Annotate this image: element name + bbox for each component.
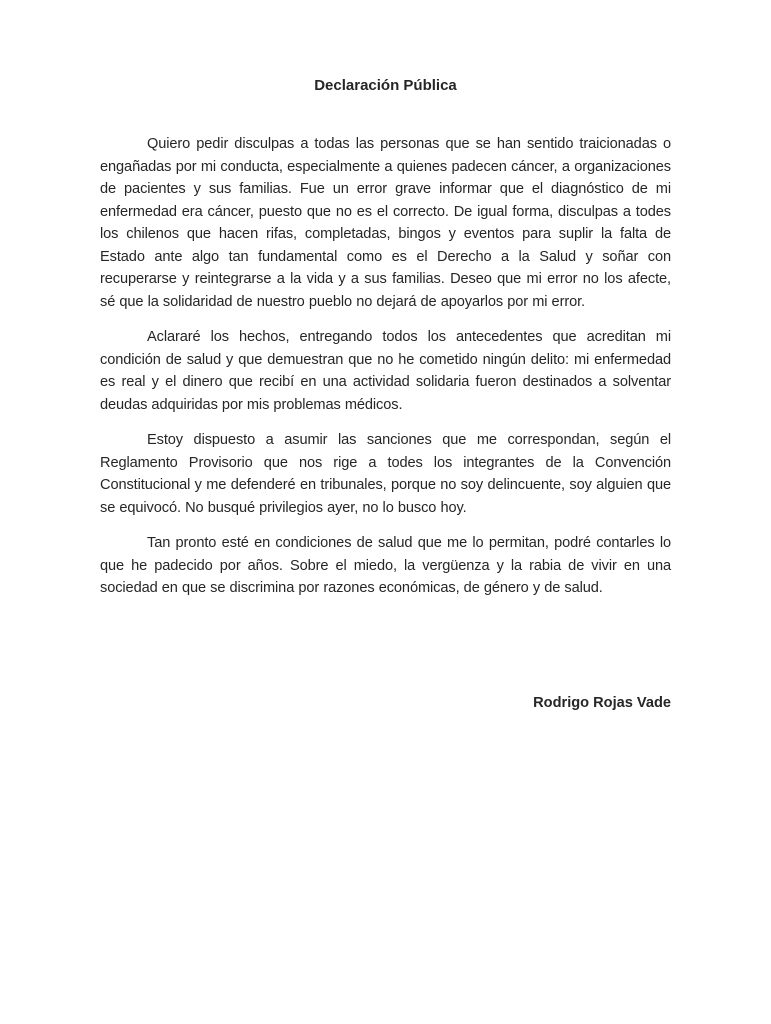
paragraph-sanctions: Estoy dispuesto a asumir las sanciones que me correspondan, según el Reglamento Provisorio que nos rige a todes los integrantes de la Convención Constitucional y me defenderé en tribunales, porque no soy delincuente, soy alguien que se equivocó. No busqué privilegios ayer, no lo busco hoy. <box>100 432 671 516</box>
paragraph-apology: Quiero pedir disculpas a todas las personas que se han sentido traicionadas o engañadas por mi conducta, especialmente a quienes padecen cáncer, a organizaciones de pacientes y sus familias. Fue un error grave informar que el diagnóstico de mi enfermedad era cáncer, puesto que no es el correcto. De igual forma, disculpas a todes los chilenos que hacen rifas, completadas, bingos y eventos para suplir la falta de Estado ante algo tan fundamental como es el Derecho a la Salud y soñar con recuperarse y reintegrarse a la vida y a sus familias. Deseo que mi error no los afecte, sé que la solidaridad de nuestro pueblo no dejará de apoyarlos por mi error. <box>100 136 671 310</box>
paragraph-future: Tan pronto esté en condiciones de salud que me lo permitan, podré contarles lo que he padecido por años. Sobre el miedo, la vergüenza y la rabia de vivir en una sociedad en que se discrimina por razones económicas, de género y de salud. <box>100 535 671 596</box>
document-title: Declaración Pública <box>314 77 457 94</box>
signature-name: Rodrigo Rojas Vade <box>533 694 671 711</box>
paragraph-clarification: Aclararé los hechos, entregando todos los antecedentes que acreditan mi condición de salud y que demuestran que no he cometido ningún delito: mi enfermedad es real y el dinero que recibí en una actividad solidaria fueron destinados a solventar deudas adquiridas por mis problemas médicos. <box>100 329 671 413</box>
